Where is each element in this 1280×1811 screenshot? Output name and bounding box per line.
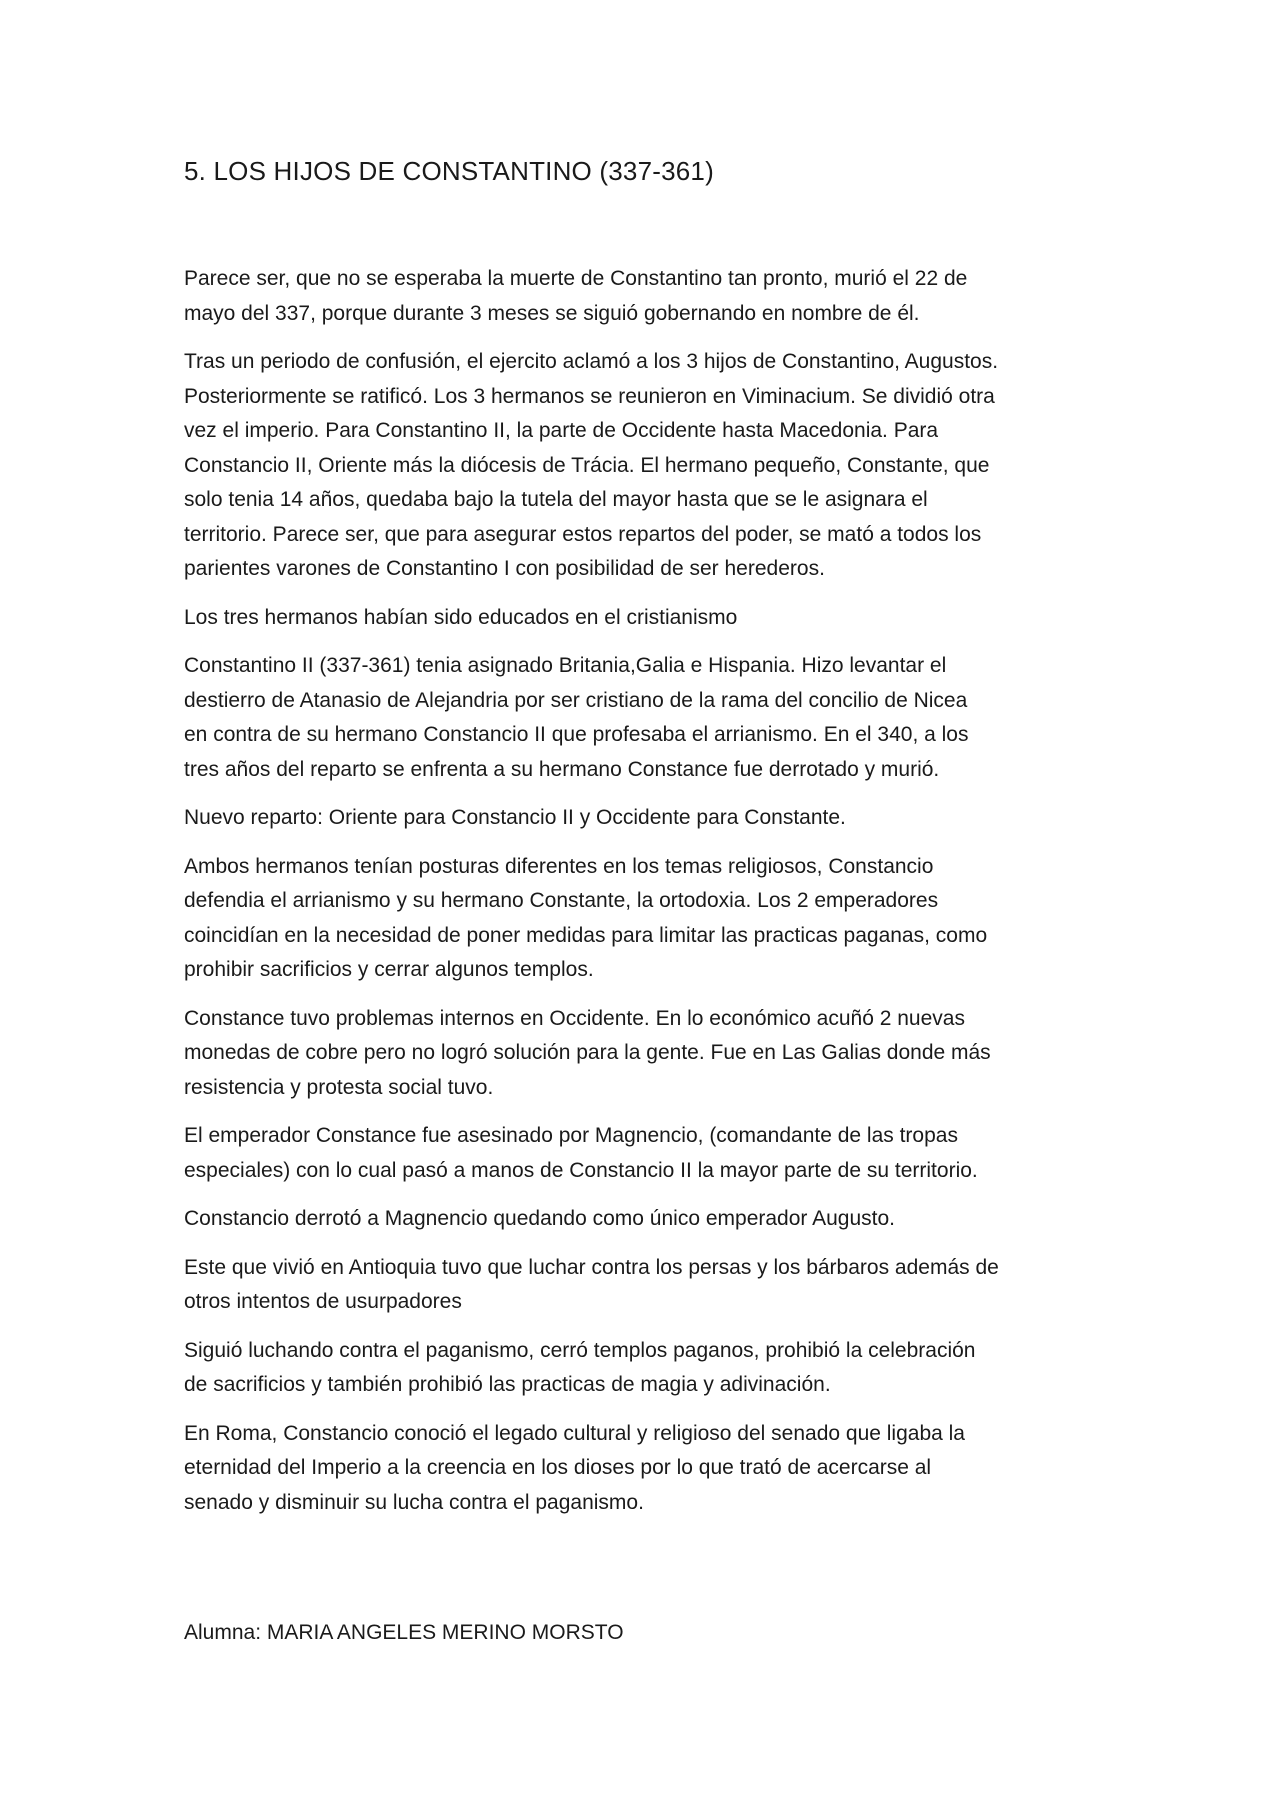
paragraph-line: eternidad del Imperio a la creencia en los dioses por lo que trató de acercarse al (184, 1456, 932, 1479)
paragraph-line: Nuevo reparto: Oriente para Constancio II y Occidente para Constante. (184, 806, 846, 829)
paragraph-line: El emperador Constance fue asesinado por Magnencio, (comandante de las tropas (184, 1124, 958, 1147)
paragraph-line: monedas de cobre pero no logró solución para la gente. Fue en Las Galias donde más (184, 1041, 991, 1064)
paragraph-line: en contra de su hermano Constancio II que profesaba el arrianismo. En el 340, a los (184, 723, 969, 746)
body-paragraph (184, 1334, 1109, 1403)
paragraph-line: parientes varones de Constantino I con posibilidad de ser herederos. (184, 557, 825, 580)
paragraph-line: senado y disminuir su lucha contra el paganismo. (184, 1490, 644, 1514)
paragraph-line: vez el imperio. Para Constantino II, la parte de Occidente hasta Macedonia. Para (184, 419, 939, 442)
body-paragraph (184, 649, 1109, 787)
body-paragraph (184, 601, 1109, 636)
paragraph-line: Siguió luchando contra el paganismo, cerró templos paganos, prohibió la celebración (184, 1338, 976, 1362)
paragraph-line: otros intentos de usurpadores (184, 1290, 462, 1313)
paragraph-line: mayo del 337, porque durante 3 meses se siguió gobernando en nombre de él. (184, 301, 920, 325)
paragraph-line: Constancio derrotó a Magnencio quedando como único emperador Augusto. (184, 1207, 895, 1230)
body-paragraph (184, 801, 1109, 836)
paragraph-line: Este que vivió en Antioquia tuvo que luchar contra los persas y los bárbaros además de (184, 1255, 999, 1279)
paragraph-line: prohibir sacrificios y cerrar algunos templos. (184, 958, 594, 981)
paragraph-line: En Roma, Constancio conoció el legado cultural y religioso del senado que ligaba la (184, 1421, 965, 1445)
paragraph-line: destierro de Atanasio de Alejandria por ser cristiano de la rama del concilio de Nicea (184, 688, 968, 712)
body-paragraph (184, 850, 1109, 988)
paragraph-line: tres años del reparto se enfrenta a su hermano Constance fue derrotado y murió. (184, 757, 940, 781)
paragraph-line: Parece ser, que no se esperaba la muerte de Constantino tan pronto, murió el 22 de (184, 267, 968, 290)
body-paragraph (184, 1417, 1109, 1521)
paragraph-line: Tras un periodo de confusión, el ejercito aclamó a los 3 hijos de Constantino, Augustos. (184, 350, 999, 373)
body-paragraph (184, 1202, 1109, 1237)
paragraph-line: solo tenia 14 años, quedaba bajo la tutela del mayor hasta que se le asignara el (184, 488, 928, 511)
paragraph-line: resistencia y protesta social tuvo. (184, 1075, 494, 1099)
paragraph-line: Constancio II, Oriente más la diócesis de Trácia. El hermano pequeño, Constante, que (184, 453, 990, 477)
student-signature: Alumna: MARIA ANGELES MERINO MORSTO (184, 1621, 624, 1644)
paragraph-line: de sacrificios y también prohibió las practicas de magia y adivinación. (184, 1373, 831, 1396)
body-paragraph (184, 1251, 1109, 1320)
paragraph-line: territorio. Parece ser, que para asegurar estos repartos del poder, se mató a todos los (184, 522, 982, 546)
paragraph-line: coincidían en la necesidad de poner medidas para limitar las practicas paganas, como (184, 923, 988, 947)
document-title: 5. LOS HIJOS DE CONSTANTINO (337-361) (184, 156, 714, 186)
paragraph-line: especiales) con lo cual pasó a manos de Constancio II la mayor parte de su territorio. (184, 1158, 978, 1182)
paragraph-line: Los tres hermanos habían sido educados en el cristianismo (184, 605, 738, 629)
paragraph-line: Constantino II (337-361) tenia asignado Britania,Galia e Hispania. Hizo levantar el (184, 654, 947, 677)
document-body (184, 262, 1109, 1534)
body-paragraph (184, 1119, 1109, 1188)
body-paragraph (184, 345, 1109, 587)
paragraph-line: Ambos hermanos tenían posturas diferentes en los temas religiosos, Constancio (184, 854, 934, 878)
body-paragraph (184, 1002, 1109, 1106)
paragraph-line: Posteriormente se ratificó. Los 3 hermanos se reunieron en Viminacium. Se dividió otra (184, 384, 995, 408)
body-paragraph (184, 262, 1109, 331)
paragraph-line: defendia el arrianismo y su hermano Constante, la ortodoxia. Los 2 emperadores (184, 889, 939, 912)
paragraph-line: Constance tuvo problemas internos en Occidente. En lo económico acuñó 2 nuevas (184, 1006, 965, 1030)
